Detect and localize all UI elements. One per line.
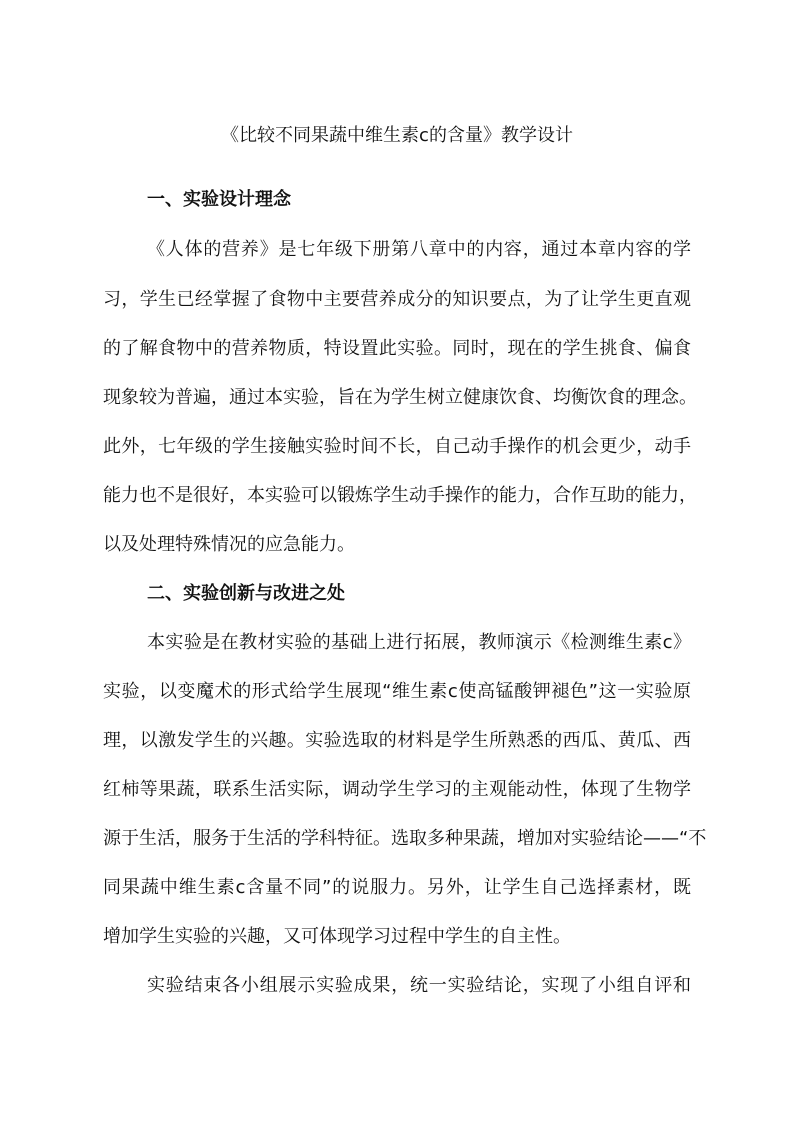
paragraph-line: 实验结束各小组展示实验成果，统一实验结论，实现了小组自评和 (147, 975, 691, 996)
paragraph-line: 习，学生已经掌握了食物中主要营养成分的知识要点，为了让学生更直观 (103, 289, 691, 310)
paragraph-line: 增加学生实验的兴趣，又可体现学习过程中学生的自主性。 (103, 926, 571, 947)
paragraph-line: 同果蔬中维生素c含量不同”的说服力。另外，让学生自己选择素材，既 (103, 877, 691, 898)
paragraph-line: 实验，以变魔术的形式给学生展现“维生素c使高锰酸钾褪色”这一实验原 (103, 681, 691, 702)
paragraph-line: 《人体的营养》是七年级下册第八章中的内容，通过本章内容的学 (147, 239, 691, 260)
section-heading-2: 二、实验创新与改进之处 (147, 583, 345, 604)
paragraph-line: 本实验是在教材实验的基础上进行拓展，教师演示《检测维生素c》 (147, 632, 691, 653)
paragraph-line: 红柿等果蔬，联系生活实际，调动学生学习的主观能动性，体现了生物学 (103, 779, 691, 800)
paragraph-line: 此外，七年级的学生接触实验时间不长，自己动手操作的机会更少，动手 (103, 436, 691, 457)
paragraph-line: 理，以激发学生的兴趣。实验选取的材料是学生所熟悉的西瓜、黄瓜、西 (103, 730, 691, 751)
paragraph-line: 能力也不是很好，本实验可以锻炼学生动手操作的能力，合作互助的能力， (103, 485, 697, 506)
paragraph-line: 现象较为普遍，通过本实验，旨在为学生树立健康饮食、均衡饮食的理念。 (103, 387, 697, 408)
section-heading-1: 一、实验设计理念 (147, 189, 291, 210)
paragraph-line: 以及处理特殊情况的应急能力。 (103, 534, 355, 555)
document-title: 《比较不同果蔬中维生素c的含量》教学设计 (221, 125, 573, 146)
paragraph-line: 源于生活，服务于生活的学科特征。选取多种果蔬，增加对实验结论——“不 (103, 828, 707, 849)
paragraph-line: 的了解食物中的营养物质，特设置此实验。同时，现在的学生挑食、偏食 (103, 338, 691, 359)
